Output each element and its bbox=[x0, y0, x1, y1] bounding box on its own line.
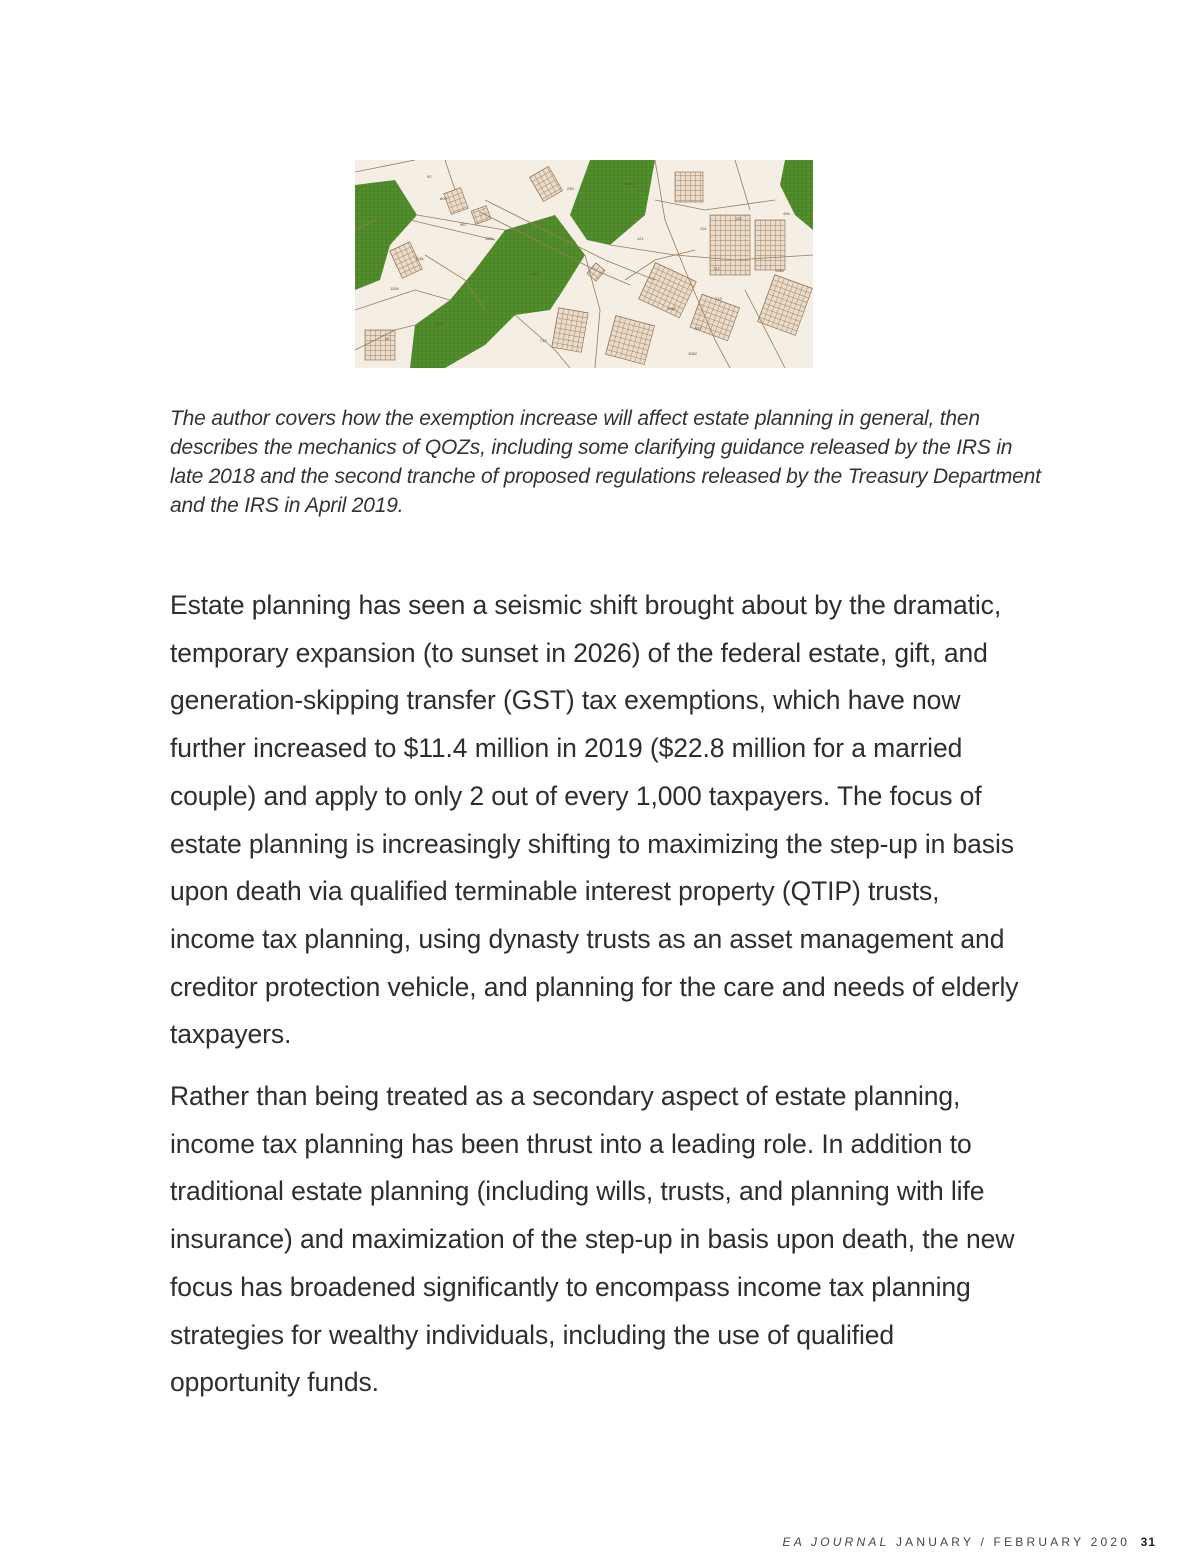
page-footer bbox=[783, 1535, 1156, 1549]
svg-text:1180: 1180 bbox=[530, 271, 539, 276]
page-number: 31 bbox=[1140, 1535, 1156, 1549]
svg-text:114: 114 bbox=[700, 226, 707, 231]
svg-text:2047: 2047 bbox=[435, 321, 444, 326]
article-body bbox=[170, 582, 1030, 1421]
svg-text:712: 712 bbox=[713, 266, 720, 271]
svg-text:4380: 4380 bbox=[775, 268, 784, 273]
svg-text:92: 92 bbox=[427, 174, 432, 179]
svg-text:1063: 1063 bbox=[667, 306, 676, 311]
svg-text:1108: 1108 bbox=[390, 286, 399, 291]
svg-text:713: 713 bbox=[715, 296, 722, 301]
svg-text:406: 406 bbox=[783, 211, 790, 216]
svg-text:230: 230 bbox=[567, 186, 574, 191]
svg-text:1062: 1062 bbox=[688, 351, 697, 356]
body-paragraph: Rather than being treated as a secondary aspect of estate planning, income tax planning has been thrust into a leading role. In addition to traditional estate planning (including wills, trusts, and planning with life insurance) and maximization of the step-up in basis upon death, the new focus has broadened significantly to encompass income tax planning strategies for wealthy individuals, including the use of qualified opportunity funds. bbox=[170, 1081, 1015, 1398]
svg-text:712: 712 bbox=[540, 338, 547, 343]
svg-text:1136: 1136 bbox=[415, 256, 424, 261]
svg-text:957: 957 bbox=[460, 222, 467, 227]
body-paragraph: Estate planning has seen a seismic shift brought about by the dramatic, temporary expansion (to sunset in 2026) of the federal estate, gift, and generation-skipping transfer (GST) tax exemptions, which have now further increased to $11.4 million in 2019 ($22.8 million for a married couple) and apply to only 2 out of every 1,000 taxpayers. The focus of estate planning is increasingly shifting to maximizing the step-up in basis upon death via qualified terminable interest property (QTIP) trusts, income tax planning, using dynasty trusts as an asset management and creditor protection vehicle, and planning for the care and needs of elderly taxpayers. bbox=[170, 590, 1019, 1050]
svg-text:16: 16 bbox=[385, 336, 390, 341]
svg-text:800: 800 bbox=[440, 196, 447, 201]
figure-caption: The author covers how the exemption increase will affect estate planning in general, then describes the mechanics of QOZs, including some clarifying guidance released by the IRS in late 2018 and the second tranche of proposed regulations released by the Treasury Department and the IRS in April 2019. bbox=[170, 407, 1041, 517]
svg-text:937: 937 bbox=[695, 326, 702, 331]
issue-date: JANUARY / FEBRUARY 2020 bbox=[895, 1535, 1131, 1549]
cadastral-map-image bbox=[355, 160, 813, 368]
svg-text:1181: 1181 bbox=[625, 181, 634, 186]
svg-text:1156: 1156 bbox=[485, 236, 494, 241]
svg-text:121: 121 bbox=[637, 236, 644, 241]
svg-text:132: 132 bbox=[735, 216, 742, 221]
journal-name: EA JOURNAL bbox=[782, 1535, 890, 1549]
map-illustration bbox=[355, 160, 813, 368]
